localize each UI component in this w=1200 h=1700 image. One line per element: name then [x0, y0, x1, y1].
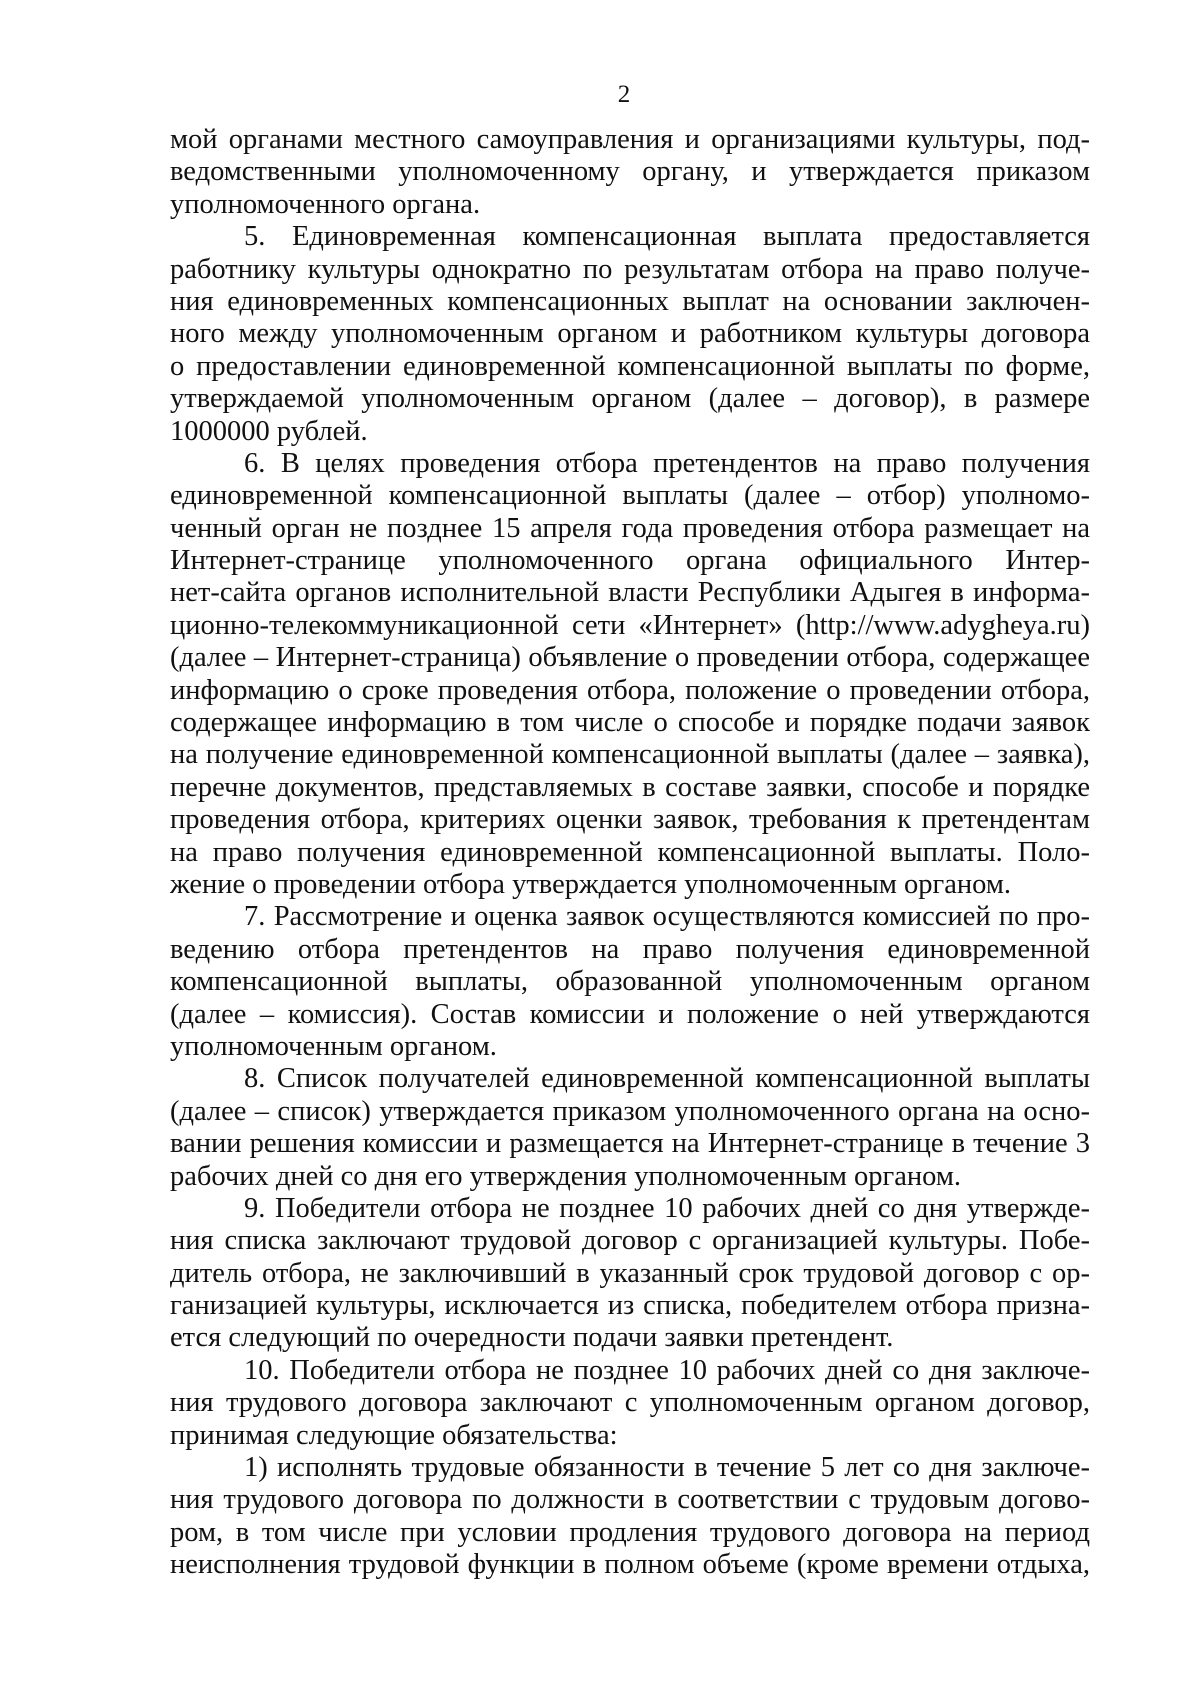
text-line: ведению отбора претендентов на право получения единовременной	[170, 933, 1090, 965]
text-line: содержащее информацию в том числе о способе и порядке подачи заявок	[170, 707, 1090, 739]
text-line: ния трудового договора по должности в соответствии с трудовым догово-	[170, 1484, 1090, 1516]
text-line: ганизацией культуры, исключается из списка, победителем отбора призна-	[170, 1290, 1090, 1322]
text-line: ционно-телекоммуникационной сети «Интернет» (http://www.adygheya.ru)	[170, 609, 1090, 641]
text-line: работнику культуры однократно по результатам отбора на право получе-	[170, 253, 1090, 285]
text-line: (далее – комиссия). Состав комиссии и положение о ней утверждаются	[170, 998, 1090, 1030]
text-line: 5. Единовременная компенсационная выплата предоставляется	[244, 221, 1090, 253]
text-line: 7. Рассмотрение и оценка заявок осуществляются комиссией по про-	[244, 901, 1090, 933]
text-line: принимая следующие обязательства:	[170, 1419, 618, 1451]
text-line: 9. Победители отбора не позднее 10 рабочих дней со дня утвержде-	[244, 1192, 1090, 1224]
text-line: 1) исполнять трудовые обязанности в течение 5 лет со дня заключе-	[244, 1452, 1090, 1484]
text-line: ром, в том числе при условии продления трудового договора на период	[170, 1516, 1090, 1548]
text-line: ется следующий по очередности подачи заявки претендент.	[170, 1322, 894, 1354]
text-line: единовременной компенсационной выплаты (далее – отбор) уполномо-	[170, 480, 1090, 512]
text-line: компенсационной выплаты, образованной уполномоченным органом	[170, 966, 1090, 998]
text-line: мой органами местного самоуправления и организациями культуры, под-	[170, 124, 1090, 155]
text-line: неисполнения трудовой функции в полном объеме (кроме времени отдыха,	[170, 1549, 1090, 1581]
text-line: дитель отбора, не заключивший в указанный срок трудовой договор с ор-	[170, 1257, 1090, 1289]
text-line: информацию о сроке проведения отбора, положение о проведении отбора,	[170, 674, 1090, 706]
text-line: (далее – список) утверждается приказом уполномоченного органа на осно-	[170, 1095, 1090, 1127]
text-line: нет-сайта органов исполнительной власти Республики Адыгея в информа-	[170, 577, 1090, 609]
text-line: Интернет-странице уполномоченного органа официального Интер-	[170, 545, 1090, 577]
text-line: ведомственными уполномоченному органу, и утверждается приказом	[170, 156, 1090, 188]
text-line: проведения отбора, критериях оценки заявок, требования к претендентам	[170, 804, 1090, 836]
text-line: 6. В целях проведения отбора претендентов на право получения	[244, 447, 1090, 479]
text-line: на получение единовременной компенсационной выплаты (далее – заявка),	[170, 739, 1090, 771]
text-line: ного между уполномоченным органом и работником культуры договора	[170, 318, 1090, 350]
text-line: жение о проведении отбора утверждается уполномоченным органом.	[170, 868, 1012, 900]
text-line: 1000000 рублей.	[170, 415, 368, 447]
page-number: 2	[617, 81, 631, 108]
text-line: ния единовременных компенсационных выплат на основании заключен-	[170, 285, 1090, 317]
text-line: о предоставлении единовременной компенсационной выплаты по форме,	[170, 350, 1090, 382]
text-line: 10. Победители отбора не позднее 10 рабочих дней со дня заключе-	[244, 1354, 1090, 1386]
text-line: вании решения комиссии и размещается на Интернет-странице в течение 3	[170, 1128, 1090, 1160]
text-line: утверждаемой уполномоченным органом (далее – договор), в размере	[170, 383, 1090, 415]
text-line: ния трудового договора заключают с уполномоченным органом договор,	[170, 1387, 1090, 1419]
document-body	[170, 124, 1090, 1582]
text-line: ния списка заключают трудовой договор с организацией культуры. Побе-	[170, 1225, 1090, 1257]
text-line: ченный орган не позднее 15 апреля года проведения отбора размещает на	[170, 512, 1090, 544]
text-line: рабочих дней со дня его утверждения уполномоченным органом.	[170, 1160, 962, 1192]
text-line: на право получения единовременной компенсационной выплаты. Поло-	[170, 836, 1090, 868]
text-line: 8. Список получателей единовременной компенсационной выплаты	[244, 1063, 1090, 1095]
text-line: перечне документов, представляемых в составе заявки, способе и порядке	[170, 771, 1090, 803]
text-line: уполномоченного органа.	[170, 188, 481, 220]
text-line: (далее – Интернет-страница) объявление о проведении отбора, содержащее	[170, 642, 1090, 674]
text-line: уполномоченным органом.	[170, 1030, 497, 1062]
